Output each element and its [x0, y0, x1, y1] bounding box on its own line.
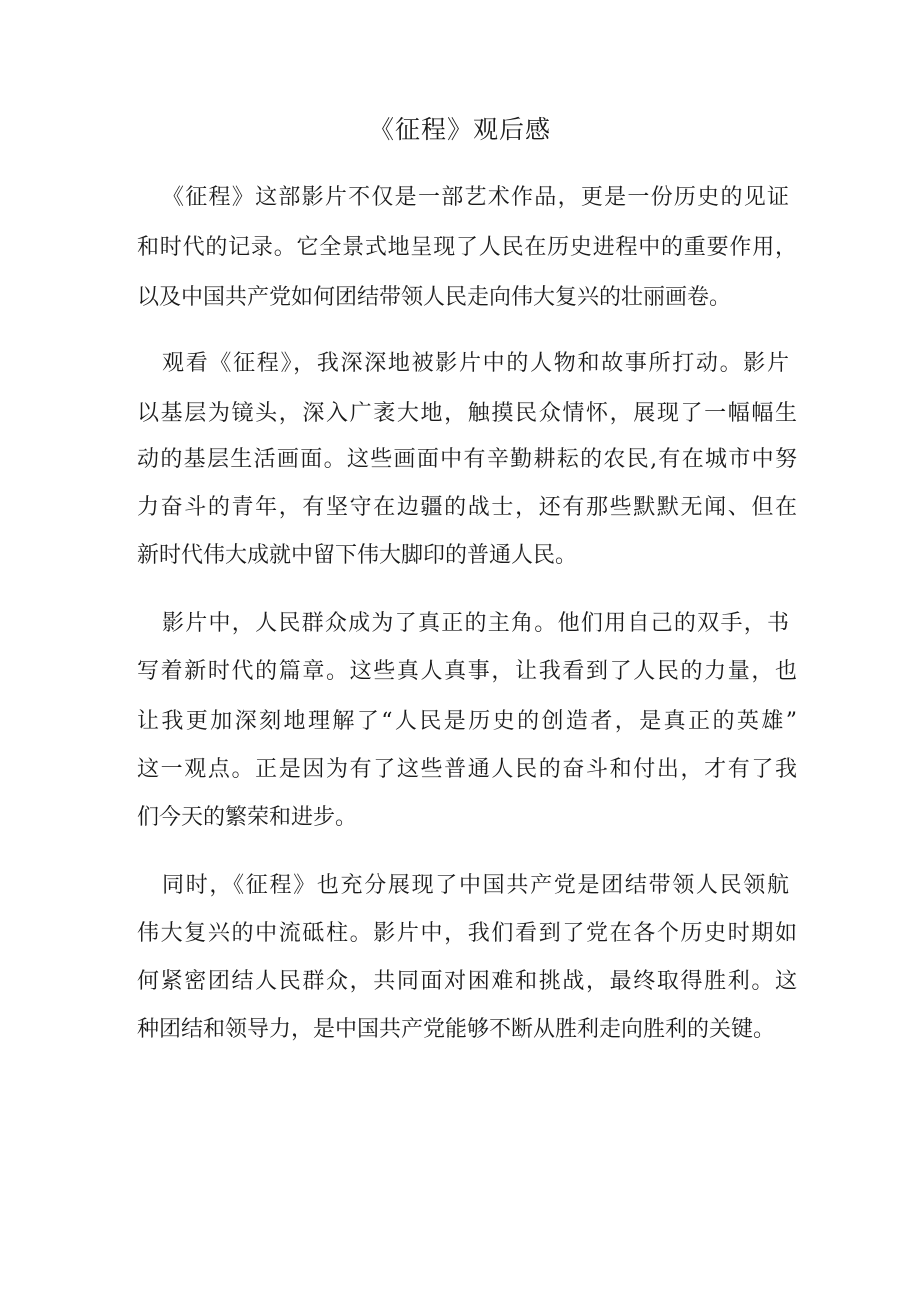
paragraph-4-line-4: 种团结和领导力，是中国共产党能够不断从胜利走向胜利的关键。 [137, 1017, 776, 1042]
paragraph-1-line-1: 《征程》这部影片不仅是一部艺术作品，更是一份历史的见证 [162, 185, 789, 210]
paragraph-1-line-2: 和时代的记录。它全景式地呈现了人民在历史进程中的重要作用， [137, 235, 797, 260]
paragraph-2-line-5: 新时代伟大成就中留下伟大脚印的普通人民。 [137, 543, 578, 568]
paragraph-1-line-3: 以及中国共产党如何团结带领人民走向伟大复兴的壮丽画卷。 [137, 285, 732, 310]
paragraph-2-line-3: 动的基层生活画面。这些画面中有辛勤耕耘的农民,有在城市中努 [137, 447, 797, 472]
paragraph-4-line-2: 伟大复兴的中流砥柱。影片中，我们看到了党在各个历史时期如 [137, 921, 797, 946]
paragraph-4-line-3: 何紧密团结人民群众，共同面对困难和挑战，最终取得胜利。这 [137, 969, 797, 994]
paragraph-4-line-1: 同时，《征程》也充分展现了中国共产党是团结带领人民领航 [162, 873, 789, 898]
paragraph-2-line-4: 力奋斗的青年，有坚守在边疆的战士，还有那些默默无闻、但在 [137, 495, 797, 520]
paragraph-3-line-2: 写着新时代的篇章。这些真人真事，让我看到了人民的力量，也 [137, 659, 797, 684]
paragraph-3-line-5: 们今天的繁荣和进步。 [137, 805, 358, 830]
page-title: 《征程》观后感 [368, 115, 551, 144]
paragraph-3-line-1: 影片中，人民群众成为了真正的主角。他们用自己的双手，书 [162, 611, 789, 636]
paragraph-2-line-1: 观看《征程》，我深深地被影片中的人物和故事所打动。影片 [162, 351, 789, 376]
paragraph-2-line-2: 以基层为镜头，深入广袤大地，触摸民众情怀，展现了一幅幅生 [137, 401, 797, 426]
paragraph-3-line-4: 这一观点。正是因为有了这些普通人民的奋斗和付出，才有了我 [137, 757, 797, 782]
paragraph-3-line-3: 让我更加深刻地理解了“人民是历史的创造者，是真正的英雄” [137, 709, 797, 734]
